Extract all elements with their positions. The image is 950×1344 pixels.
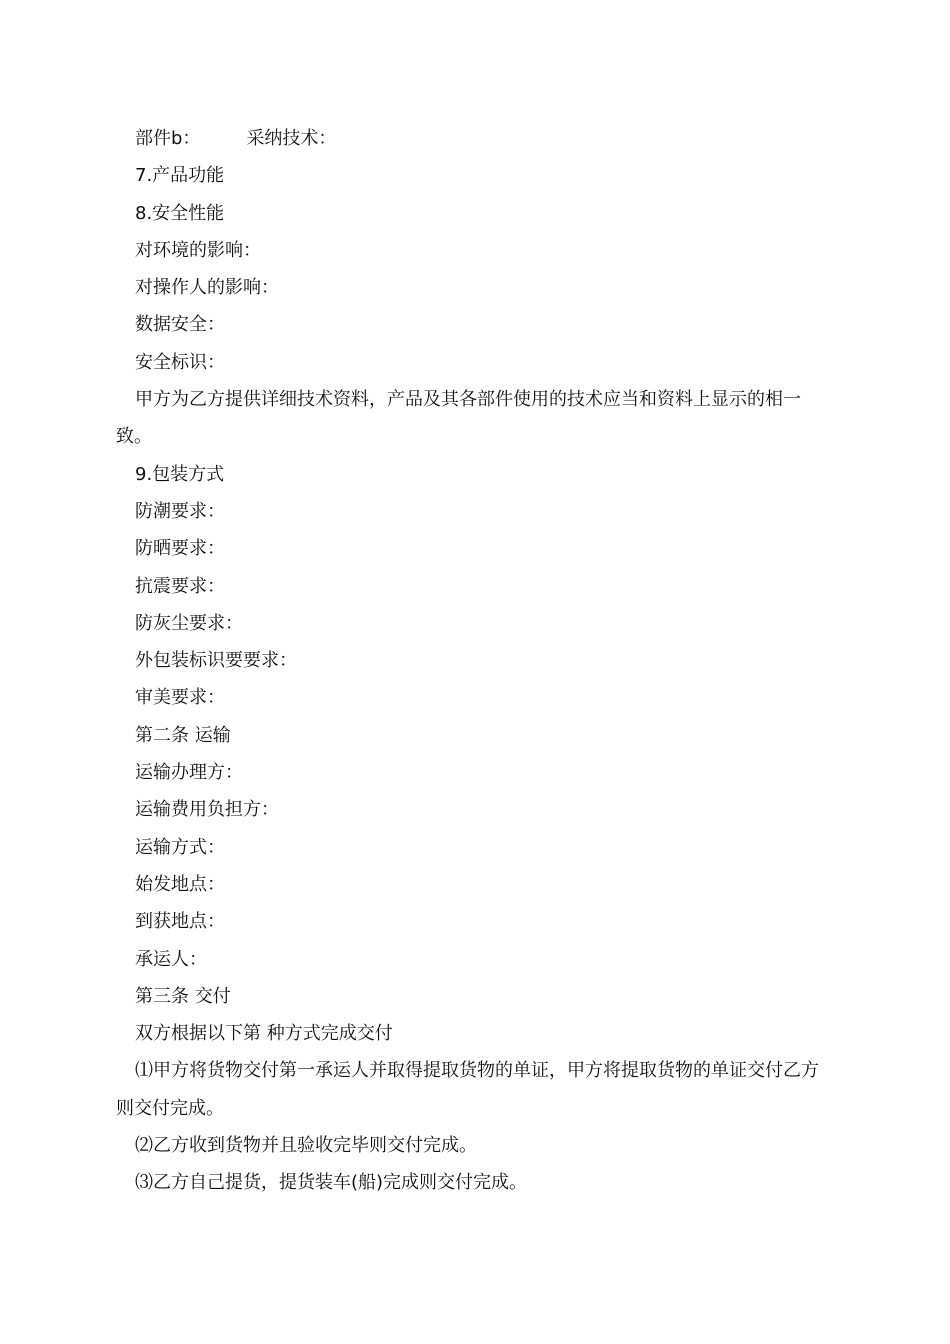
paragraph: ⑴甲方将货物交付第一承运人并取得提取货物的单证，甲方将提取货物的单证交付乙方则交付完成。: [116, 1060, 819, 1119]
text-line: 对操作人的影响：: [135, 277, 279, 299]
text-line: 安全标识：: [135, 351, 225, 373]
text-line: 对环境的影响：: [135, 239, 261, 261]
text-line: 抗震要求：: [135, 575, 225, 597]
text-line: 防灰尘要求：: [135, 612, 243, 634]
text-line: 运输办理方：: [135, 762, 243, 784]
section-heading: 9.包装方式: [135, 463, 225, 485]
article-heading: 第三条 交付: [135, 985, 231, 1007]
text-line: ⑵乙方收到货物并且验收完毕则交付完成。: [135, 1135, 477, 1157]
document-body: [116, 120, 836, 1202]
text-line: 防晒要求：: [135, 538, 225, 560]
text-line: 运输方式：: [135, 836, 225, 858]
text-line: [116, 120, 836, 157]
section-heading: 7.产品功能: [135, 165, 225, 187]
text-line: 审美要求：: [135, 687, 225, 709]
text-line: ⑶乙方自己提货，提货装车(船)完成则交付完成。: [135, 1172, 528, 1194]
component-b-label: 部件b：: [135, 128, 201, 149]
text-line: 外包装标识要要求：: [135, 650, 297, 672]
text-line: 双方根据以下第 种方式完成交付: [135, 1023, 393, 1045]
section-heading: 8.安全性能: [135, 202, 225, 224]
adopted-tech-label: 采纳技术：: [246, 128, 337, 149]
text-line: 始发地点：: [135, 873, 225, 895]
text-line: 数据安全：: [135, 314, 225, 336]
text-line: 防潮要求：: [135, 500, 225, 522]
text-line: 到获地点：: [135, 911, 225, 933]
paragraph: 甲方为乙方提供详细技术资料，产品及其各部件使用的技术应当和资料上显示的相一致。: [116, 389, 801, 448]
article-heading: 第二条 运输: [135, 724, 231, 746]
text-line: 运输费用负担方：: [135, 799, 279, 821]
text-line: 承运人：: [135, 948, 207, 970]
